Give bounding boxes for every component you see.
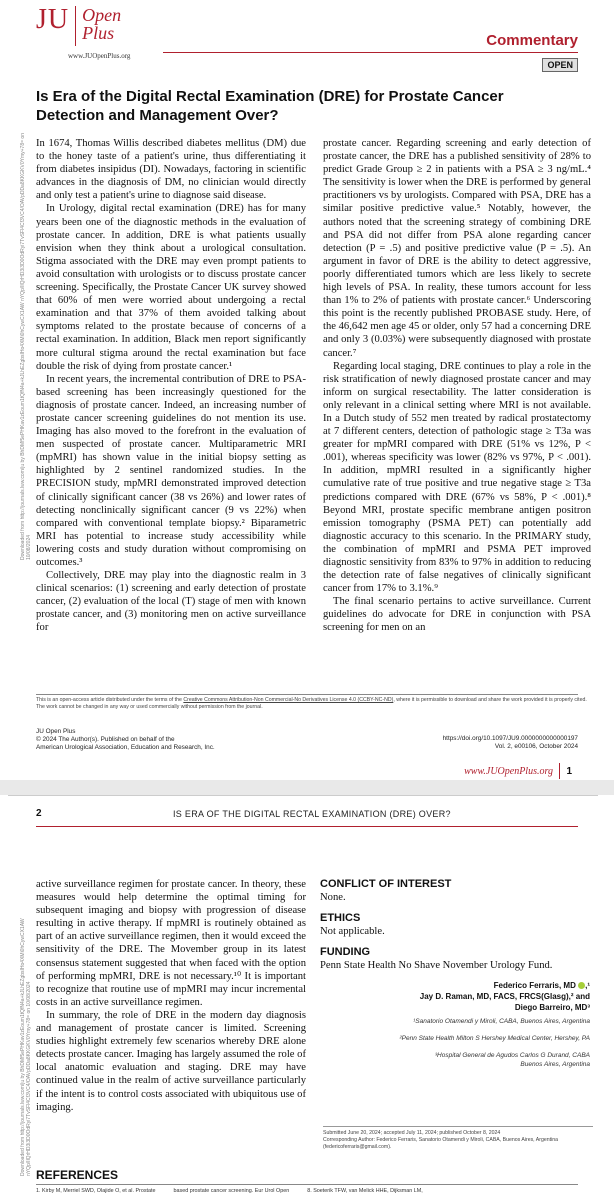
publisher: American Urological Association, Education and Research, Inc. [36,744,215,751]
article-type: Commentary [486,32,578,49]
section-heading: CONFLICT OF INTEREST [320,878,452,890]
author-list: Federico Ferraris, MD ,¹ Jay D. Raman, MD, FACS, FRCS(Glasg),² and Diego Barreiro, MD³ [320,980,590,1013]
header-rule [163,52,578,53]
submission-info [323,1126,593,1151]
reference-item: based prostate cancer screening. Eur Urol Open [173,1188,290,1194]
author-name: Jay D. Raman, MD, FACS, FRCS(Glasg),² and [419,992,590,1001]
affiliation: ¹Sanatorio Otamendi y Miroli, CABA, Buenos Aires, Argentina [413,1018,590,1025]
article-title: Is Era of the Digital Rectal Examination (DRE) for Prostate Cancer Detection and Management Over? [36,88,504,124]
page-number-divider [559,763,560,779]
affiliation: ³Hospital General de Agudos Carlos G Durand, CABA [434,1052,590,1059]
references-rule [36,1184,578,1185]
license-link[interactable]: Creative Commons Attribution-Non Commercial-No Derivatives License 4.0 (CCBY-NC-ND) [183,697,394,703]
footer-rule [36,694,578,695]
affiliation: Buenos Aires, Argentina [520,1061,590,1068]
section-heading: ETHICS [320,912,361,924]
paragraph: In recent years, the incremental contribution of DRE to PSA-based screening has been increasingly questioned for the diagnosis of prostate cancer. Indeed, an increasing number of prostate cancer screening guidelines do not mention its use. Imaging has also moved to the forefront in the evaluation of men suspected of prostate cancer. Multiparametric MRI (mpMRI) has shown value in the initial biopsy setting as highlighted by 2 sentinel randomized studies. In the PRECISION study, mpMRI demonstrated improved detection of clinically significant cancer (38 vs 26%) and lower rates of detecting nonclinically significant cancer (9 vs 22%) when compared with conventional template biopsy.² Biparametric MRI has potential to increase study accessibility while lowering costs and study duration without compromising on outcomes.³ [36,373,306,568]
copyright: © 2024 The Author(s). Published on behalf of the [36,736,175,743]
logo-plus: Plus [82,23,115,43]
paragraph: Collectively, DRE may play into the diagnostic realm in 3 clinical scenarios: (1) screening and early detection of prostate cancer, (2) evaluation of the local (T) stage of men with known prostate cancer, and (3) monitoring men on active surveillance for [36,570,306,634]
page-2 [8,795,598,1201]
logo-open-plus [82,6,121,42]
running-head: IS ERA OF THE DIGITAL RECTAL EXAMINATION (DRE) OVER? [173,809,451,819]
volume-info: Vol. 2, e00106, October 2024 [494,743,578,750]
license-text: This is an open-access article distributed under the terms of the [36,697,182,703]
section-text: Not applicable. [320,926,385,937]
orcid-icon[interactable] [578,982,585,989]
journal-info [36,728,215,752]
reference-item: 1. Kirby M, Merriel SWD, Olajide O, et al. Prostate [36,1188,156,1194]
affiliations [320,1017,590,1069]
download-sidebar: Downloaded from http://journals.lww.com/ju by BhDMf5ePHKav1zEoum1tQfN4a+kJLhEZgbsIHo4XMi0hCywCX1AW nYQp/IlQrHD3i3D0OdRyi7TvSFl4Cf3VC4/OAVpDDa8KKGKV0Ymy+78= on 10/08/2024 [20,133,32,560]
journal-logo[interactable] [36,6,121,46]
site-url[interactable]: www.JUOpenPlus.org [68,52,131,60]
author-name: Federico Ferraris, MD [493,981,576,990]
license-text-2: , where it is permissible to download and share the work provided it is properly cited. The work cannot be changed in any way or used commercially without permission from the journal. [36,697,587,710]
column-right [323,137,591,635]
logo-divider [75,6,76,46]
page-number: 1 [566,766,572,777]
column-right [320,878,590,1069]
doi-info [443,735,578,751]
paragraph: In Urology, digital rectal examination (DRE) has for many years been one of the diagnostic methods in the evaluation of prostate cancer. In addition, DRE is what patients usually envision when they think about a urological consultation. Stigma associated with the DRE may even prompt patients to avoid consultation with urologists or to discuss prostate cancer screening. Specifically, the Prostate Cancer UK survey showed that 60% of men were worried about undergoing a rectal examination and that 37% of them avoided talking about symptoms related to the prostate because of concerns of a rectal examination. In addition, Black men report significantly more cultural stigma around the rectal examination but face double the risk of dying from prostate cancer.¹ [36,203,306,372]
section-text: Penn State Health No Shave November Urology Fund. [320,960,553,971]
download-sidebar: Downloaded from http://journals.lww.com/ju by BhDMf5ePHKav1zEoum1tQfN4a+kJLhEZgbsIHo4XMi0hCywCX1AW nYQp/IlQrHD3i3D0OdRyi7TvSFl4Cf3VC4/OAVpDDa8KKGKV0Ymy+78= on 10/08/2024 [20,918,32,1176]
corresponding-author: Corresponding Author: Federico Ferraris, Sanatorio Otamendi y Miroli, CABA, Buenos Aires, Argentina (federicoferraris@gmail.com). [323,1137,558,1150]
logo-open: Open [82,5,122,25]
page-gap [0,780,614,795]
journal-name: JU Open Plus [36,728,76,735]
paragraph: prostate cancer. Regarding screening and early detection of prostate cancer, the DRE has a published sensitivity of 28% to predict Grade Group ≥ 2 in patients with a PSA ≥ 3 ng/mL.⁴ The sensitivity is lower when the DRE is performed by general practitioners vs by urologists. Compared with PSA, DRE has a similar positive predictive value.⁵ Notably, however, the authors noted that the screening strategy of combining DRE and PSA did not differ from PSA alone regarding cancer detection (P = .5) and positive predictive value (P = .5). An argument in favor of DRE is the ability to detect aggressive, poorly differentiated tumors which are less likely to secrete high levels of PSA. In reality, these tumors account for less than 1% to 2% of patients with prostate cancer.⁶ Underscoring this point is the recently published PROBASE study. Here, of the 46,642 men age 45 or older, only 57 had a concerning DRE and only 3 (0.03%) were subsequently diagnosed with prostate cancer.⁷ [323,138,591,359]
footer-url[interactable]: www.JUOpenPlus.org [464,766,553,777]
section-text: None. [320,892,346,903]
license-note [36,697,591,711]
submission-dates: Submitted June 20, 2024; accepted July 11, 2024; published October 8, 2024 [323,1130,501,1136]
header-rule [36,826,578,827]
paragraph: In summary, the role of DRE in the modern day diagnosis and management of prostate cancer is limited. Screening studies highlight extremely few scenarios whereby DRE alone detects prostate cancer. Imaging has largely assumed the role of local anatomic evaluation and staging. DRE may have continued value in the realm of active surveillance particularly if the intent is to control costs associated with ubiquitous use of imaging. [36,1009,306,1113]
references-heading: REFERENCES [36,1168,119,1182]
paragraph: In 1674, Thomas Willis described diabetes mellitus (DM) due to the honey taste of a patient's urine, thus differentiating it from diabetes insipidus (DI). Nowadays, factoring in scientific advances in the diagnosis of DM, no clinician would directly and only test a patient's urine to diagnose said disease. [36,138,306,202]
affiliation: ²Penn State Health Milton S Hershey Medical Center, Hershey, PA [399,1035,590,1042]
logo-ju-text: JU [36,4,70,35]
column-left [36,137,306,635]
column-left [36,878,306,1114]
page-1 [8,0,598,780]
paragraph: The final scenario pertains to active surveillance. Current guidelines do advocate for DRE in conjunction with PSA screening for men on an [323,596,591,634]
page-number: 2 [36,808,42,819]
paragraph: Regarding local staging, DRE continues to play a role in the risk stratification of newly diagnosed prostate cancer and may inform on surgical resectability. The latter consideration is only relevant in a clinical setting where MRI is not available. In a Dutch study of 552 men treated by radical prostatectomy at 7 different centers, detection of pathologic stage ≥ T3a was greater for mpMRI compared with DRE (51% vs 12%, P < .001), whereas specificity was lower (82% vs 97%, P < .001). In addition, mpMRI resulted in a significantly higher cumulative rate of true positive and true negative stage ≥ T3a predictions compared with DRE (67% vs 58%, P < .001).⁸ Beyond MRI, prostate specific membrane antigen positron emission tomography (PSMA PET) can potentially add diagnostic accuracy to this scenario. In the PRIMARY study, the combination of mpMRI and PSMA PET improved diagnostic sensitivity from 83% to 97% in addition to reducing the detection rate of false negatives of clinically significant cancer from 17% to 3.1%.⁹ [323,360,591,595]
author-name: Diego Barreiro, MD³ [514,1003,590,1012]
reference-item: 8. Soeterik TFW, van Melick HHE, Dijksman LM, [307,1188,423,1194]
paragraph: active surveillance regimen for prostate cancer. In theory, these measures would help determine the optimal timing for subsequent imaging and biopsy with progression of disease resulting in active therapy. If mpMRI is routinely obtained as part of an active surveillance regimen, then it would exceed the sensitivity of the DRE. The Movember group in its latest consensus statement suggested that when faced with the option of performing mpMRI, DRE is not necessary.¹⁰ It is important to recognize that routine use of mpMRI may incur incremental costs in an active surveillance regimen. [36,879,306,1008]
section-heading: FUNDING [320,946,371,958]
doi-link[interactable]: https://doi.org/10.1097/JU9.0000000000000197 [442,735,578,742]
references-list [36,1188,596,1194]
open-access-badge: OPEN [542,58,578,72]
